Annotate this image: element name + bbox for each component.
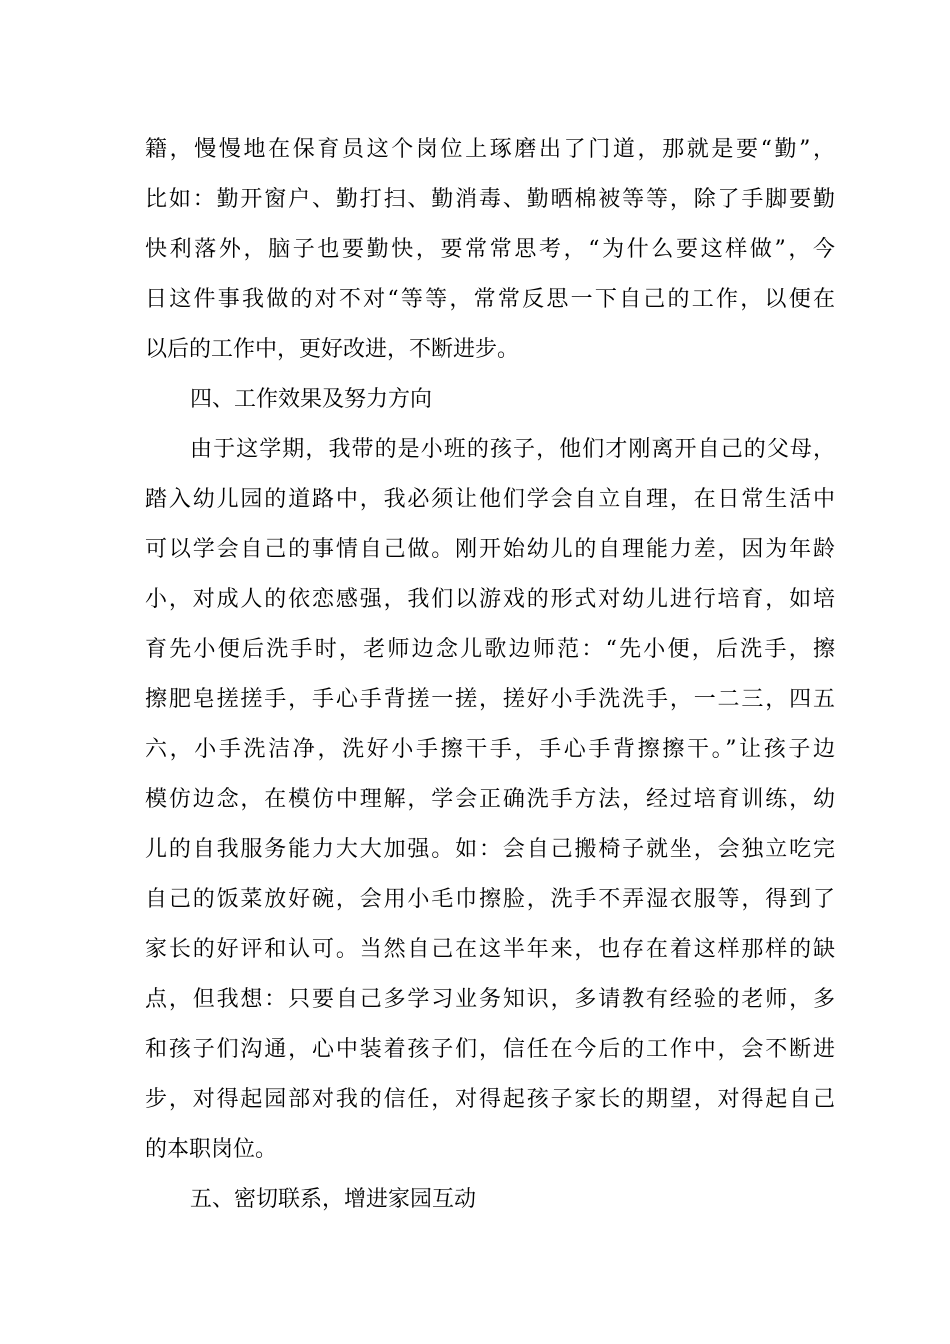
body-text-line: 点，但我想：只要自己多学习业务知识，多请教有经验的老师，多 (145, 987, 835, 1012)
body-text-line: 擦肥皂搓搓手，手心手背搓一搓，搓好小手洗洗手，一二三，四五 (145, 687, 835, 712)
body-text-line: 日这件事我做的对不对“等等，常常反思一下自己的工作，以便在 (145, 287, 835, 312)
body-text-line: 籍，慢慢地在保育员这个岗位上琢磨出了门道，那就是要“勤”， (145, 137, 835, 162)
body-text-line: 步，对得起园部对我的信任，对得起孩子家长的期望，对得起自己 (145, 1087, 835, 1112)
body-text-line: 儿的自我服务能力大大加强。如：会自己搬椅子就坐，会独立吃完 (145, 837, 835, 862)
body-text-line: 可以学会自己的事情自己做。刚开始幼儿的自理能力差，因为年龄 (145, 537, 835, 562)
paragraph-first-line: 由于这学期，我带的是小班的孩子，他们才刚离开自己的父母， (190, 437, 835, 462)
body-text-line: 六，小手洗洁净，洗好小手擦干手，手心手背擦擦干。”让孩子边 (145, 737, 835, 762)
body-text-line: 快利落外，脑子也要勤快，要常常思考，“为什么要这样做”，今 (145, 237, 835, 262)
body-text-line: 育先小便后洗手时，老师边念儿歌边师范：“先小便，后洗手，擦 (145, 637, 835, 662)
body-text-line: 的本职岗位。 (145, 1137, 278, 1162)
body-text-line: 比如：勤开窗户、勤打扫、勤消毒、勤晒棉被等等，除了手脚要勤 (145, 187, 835, 212)
body-text-line: 小，对成人的依恋感强，我们以游戏的形式对幼儿进行培育，如培 (145, 587, 835, 612)
section-heading-4: 四、工作效果及努力方向 (190, 387, 433, 412)
body-text-line: 踏入幼儿园的道路中，我必须让他们学会自立自理，在日常生活中 (145, 487, 835, 512)
body-text-line: 家长的好评和认可。当然自己在这半年来，也存在着这样那样的缺 (145, 937, 835, 962)
body-text-line: 自己的饭菜放好碗，会用小毛巾擦脸，洗手不弄湿衣服等，得到了 (145, 887, 835, 912)
body-text-line: 和孩子们沟通，心中装着孩子们，信任在今后的工作中，会不断进 (145, 1037, 835, 1062)
body-text-line: 以后的工作中，更好改进，不断进步。 (145, 337, 520, 362)
section-heading-5: 五、密切联系，增进家园互动 (190, 1187, 477, 1212)
body-text-line: 模仿边念，在模仿中理解，学会正确洗手方法，经过培育训练，幼 (145, 787, 835, 812)
